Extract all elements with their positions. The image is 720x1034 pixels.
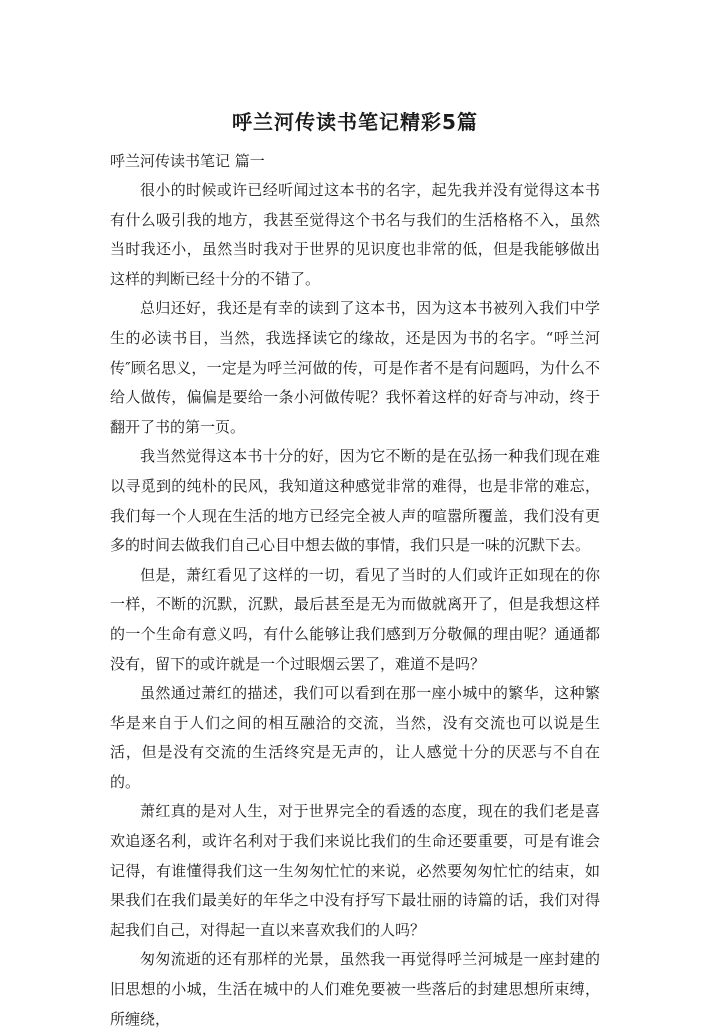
paragraph-1: 很小的时候或许已经听闻过这本书的名字，起先我并没有觉得这本书有什么吸引我的地方，我甚至觉得这个书名与我们的生活格格不入，虽然当时我还小，虽然当时我对于世界的见识度也非常的低，但是我能够做出这样的判断已经十分的不错了。 xyxy=(110,181,600,288)
paragraph-6: 萧红真的是对人生，对于世界完全的看透的态度，现在的我们老是喜欢追逐名利，或许名利对于我们来说比我们的生命还要重要，可是有谁会记得，有谁懂得我们这一生匆匆忙忙的来说，必然要匆匆忙忙的结束，如果我们在我们最美好的年华之中没有抒写下最壮丽的诗篇的话，我们对得起我们自己，对得起一直以来喜欢我们的人吗？ xyxy=(110,802,600,939)
document-title: 呼兰河传读书笔记精彩5篇 xyxy=(232,110,478,134)
paragraph-5: 虽然通过萧红的描述，我们可以看到在那一座小城中的繁华，这种繁华是来自于人们之间的相互融洽的交流，当然，没有交流也可以说是生活，但是没有交流的生活终究是无声的，让人感觉十分的厌恶与不自在的。 xyxy=(110,684,600,791)
paragraph-3: 我当然觉得这本书十分的好，因为它不断的是在弘扬一种我们现在难以寻觅到的纯朴的民风，我知道这种感觉非常的难得，也是非常的难忘，我们每一个人现在生活的地方已经完全被人声的喧嚣所覆盖，我们没有更多的时间去做我们自己心目中想去做的事情，我们只是一味的沉默下去。 xyxy=(110,447,600,555)
paragraph-7: 匆匆流逝的还有那样的光景，虽然我一再觉得呼兰河城是一座封建的旧思想的小城，生活在城中的人们难免要被一些落后的封建思想所束缚，所缠绕， xyxy=(110,950,600,1028)
paragraph-2: 总归还好，我还是有幸的读到了这本书，因为这本书被列入我们中学生的必读书目，当然，我选择读它的缘故，还是因为书的名字。“呼兰河传″顾名思义，一定是为呼兰河做的传，可是作者不是有问题吗，为什么不给人做传，偏偏是要给一条小河做传呢？我怀着这样的好奇与冲动，终于翻开了书的第一页。 xyxy=(110,299,600,436)
paragraph-4: 但是，萧红看见了这样的一切，看见了当时的人们或许正如现在的你一样，不断的沉默，沉默，最后甚至是无为而做就离开了，但是我想这样的一个生命有意义吗，有什么能够让我们感到万分敬佩的理由呢？通通都没有，留下的或许就是一个过眼烟云罢了，难道不是吗？ xyxy=(110,565,600,673)
section-heading: 呼兰河传读书笔记 篇一 xyxy=(110,152,265,170)
